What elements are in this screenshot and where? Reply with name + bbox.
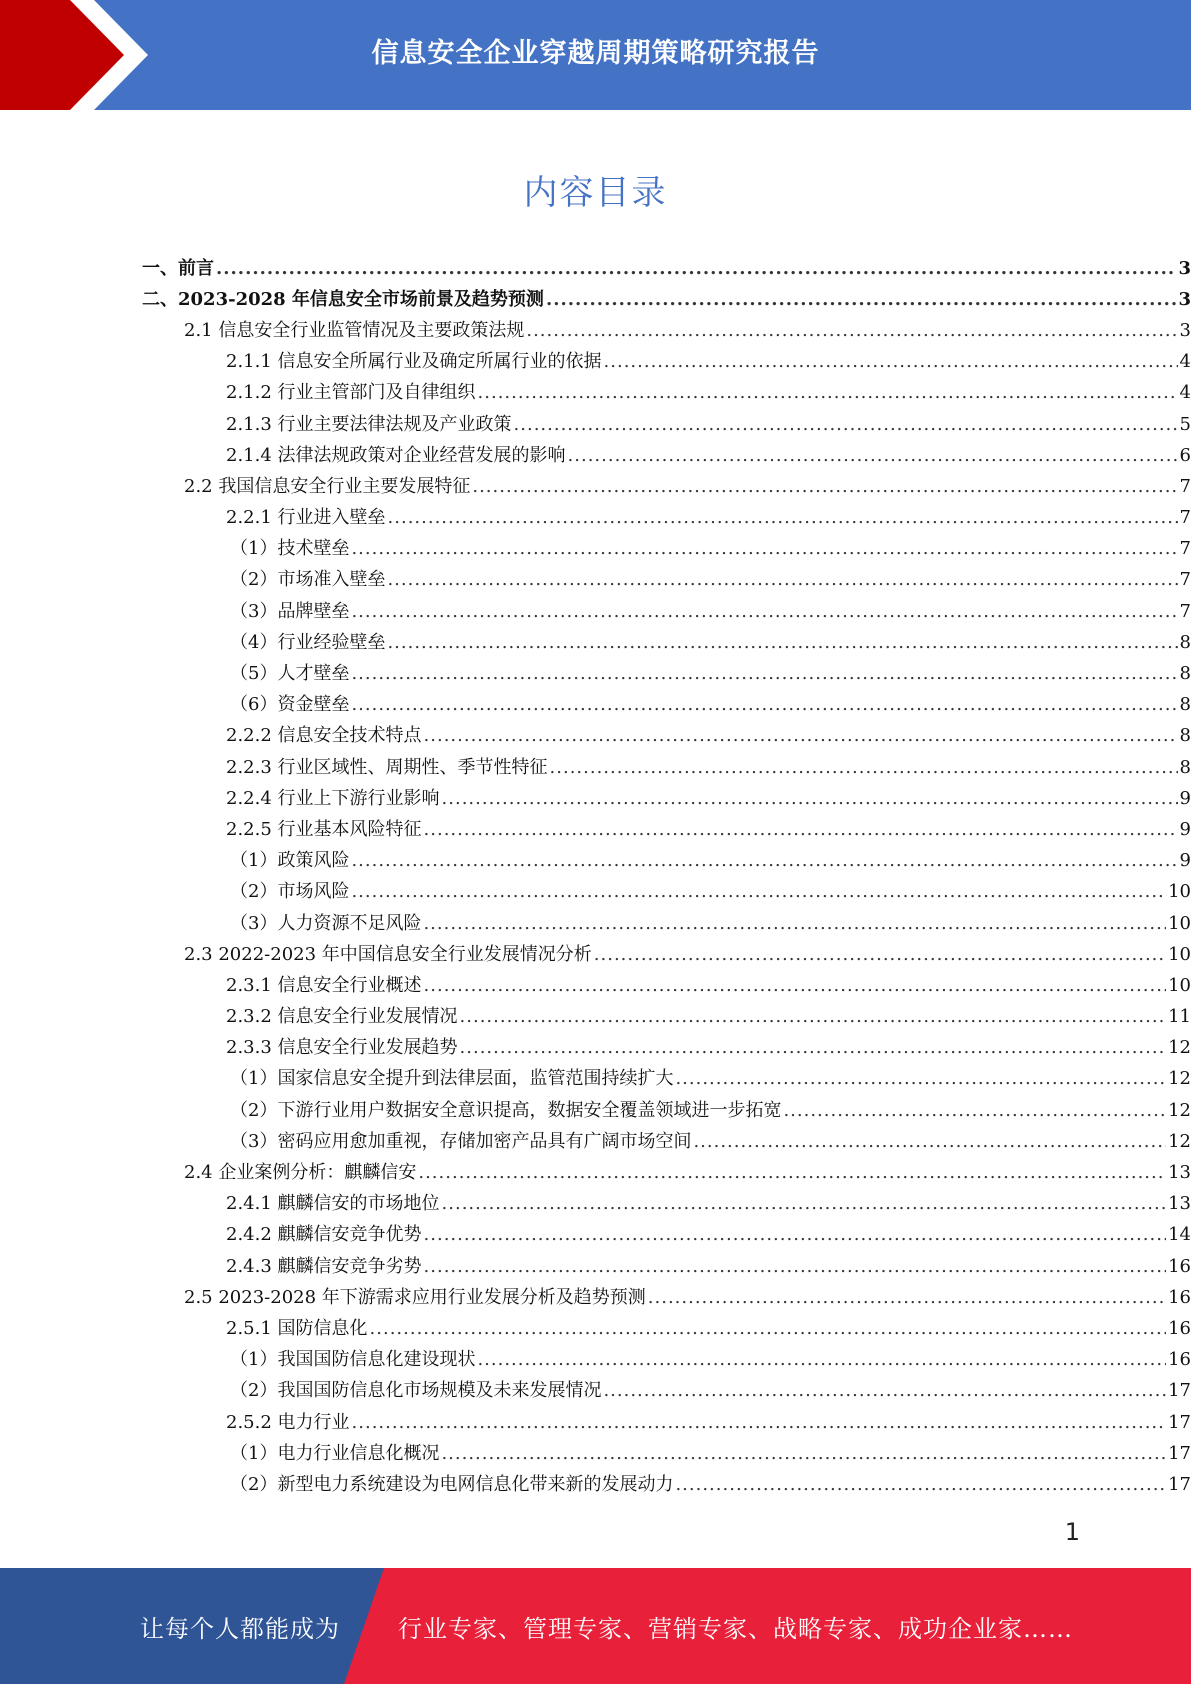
toc-leader-dots <box>442 1193 1167 1215</box>
toc-entry[interactable] <box>0 814 1191 845</box>
toc-entry[interactable] <box>0 1345 1191 1376</box>
toc-entry[interactable] <box>0 253 1191 284</box>
toc-leader-dots <box>514 414 1178 436</box>
toc-entry-page: 12 <box>1168 1068 1191 1090</box>
toc-leader-dots <box>351 538 1177 560</box>
toc-entry-title: 2.1 信息安全行业监管情况及主要政策法规 <box>184 319 525 341</box>
toc-leader-dots <box>388 507 1178 529</box>
toc-entry-page: 9 <box>1179 850 1191 872</box>
toc-leader-dots <box>424 819 1178 841</box>
toc-leader-dots <box>370 1318 1167 1340</box>
toc-entry-title: （2）市场准入壁垒 <box>230 569 386 591</box>
toc-entry[interactable] <box>0 1157 1191 1188</box>
toc-entry[interactable] <box>0 503 1191 534</box>
toc-leader-dots <box>526 320 1177 342</box>
toc-entry-title: 2.3.1 信息安全行业概述 <box>226 974 422 996</box>
toc-entry-title: 2.3 2022-2023 年中国信息安全行业发展情况分析 <box>184 943 592 965</box>
toc-entry-title: 2.2.2 信息安全技术特点 <box>226 725 422 747</box>
toc-entry[interactable] <box>0 721 1191 752</box>
toc-entry-title: （1）国家信息安全提升到法律层面，监管范围持续扩大 <box>230 1068 674 1090</box>
toc-entry-title: 2.4.2 麒麟信安竞争优势 <box>226 1224 422 1246</box>
toc-entry[interactable] <box>0 627 1191 658</box>
toc-entry-page: 9 <box>1179 818 1191 840</box>
toc-entry-page: 16 <box>1168 1255 1191 1277</box>
toc-entry[interactable] <box>0 846 1191 877</box>
toc-entry-title: （2）下游行业用户数据安全意识提高，数据安全覆盖领域进一步拓宽 <box>230 1099 782 1121</box>
toc-entry[interactable] <box>0 752 1191 783</box>
toc-entry[interactable] <box>0 440 1191 471</box>
toc-leader-dots <box>351 694 1177 716</box>
toc-leader-dots <box>351 850 1177 872</box>
toc-entry-page: 10 <box>1168 974 1191 996</box>
toc-entry[interactable] <box>0 690 1191 721</box>
toc-entry[interactable] <box>0 1251 1191 1282</box>
toc-entry-page: 4 <box>1179 351 1191 373</box>
toc-entry[interactable] <box>0 1376 1191 1407</box>
toc-leader-dots <box>648 1287 1166 1309</box>
toc-entry[interactable] <box>0 471 1191 502</box>
document-title: 信息安全企业穿越周期策略研究报告 <box>371 37 820 69</box>
toc-leader-dots <box>477 1349 1166 1371</box>
toc-entry-page: 12 <box>1168 1130 1191 1152</box>
toc-entry-title: 2.1.3 行业主要法律法规及产业政策 <box>226 413 512 435</box>
toc-entry-title: 2.4.1 麒麟信安的市场地位 <box>226 1193 440 1215</box>
toc-entry-page: 16 <box>1168 1349 1191 1371</box>
toc-entry-page: 17 <box>1168 1473 1191 1495</box>
toc-entry-page: 8 <box>1179 725 1191 747</box>
toc-entry[interactable] <box>0 1438 1191 1469</box>
toc-entry[interactable] <box>0 970 1191 1001</box>
page-number: 1 <box>1064 1518 1080 1546</box>
toc-leader-dots <box>423 913 1166 935</box>
toc-entry-title: （1）电力行业信息化概况 <box>230 1442 440 1464</box>
toc-entry-page: 12 <box>1168 1037 1191 1059</box>
toc-entry[interactable] <box>0 596 1191 627</box>
toc-entry-page: 7 <box>1179 600 1191 622</box>
header-band <box>0 0 1191 110</box>
toc-entry[interactable] <box>0 1220 1191 1251</box>
toc-leader-dots <box>783 1100 1166 1122</box>
toc-entry-page: 12 <box>1168 1099 1191 1121</box>
toc-entry[interactable] <box>0 284 1191 315</box>
toc-entry-title: 2.2.1 行业进入壁垒 <box>226 507 386 529</box>
toc-leader-dots <box>351 663 1177 685</box>
toc-entry-title: 2.4 企业案例分析：麒麟信安 <box>184 1162 417 1184</box>
toc-entry-title: （2）新型电力系统建设为电网信息化带来新的发展动力 <box>230 1473 674 1495</box>
toc-entry-page: 17 <box>1168 1442 1191 1464</box>
toc-entry-title: （3）品牌壁垒 <box>230 600 350 622</box>
toc-entry-title: （1）技术壁垒 <box>230 538 350 560</box>
toc-entry[interactable] <box>0 877 1191 908</box>
toc-leader-dots <box>387 569 1177 591</box>
toc-leader-dots <box>604 351 1178 373</box>
toc-leader-dots <box>594 944 1166 966</box>
toc-entry-page: 10 <box>1168 912 1191 934</box>
toc-entry[interactable] <box>0 908 1191 939</box>
toc-entry[interactable] <box>0 1313 1191 1344</box>
toc-heading: 内容目录 <box>523 173 668 213</box>
toc-entry[interactable] <box>0 939 1191 970</box>
toc-leader-dots <box>424 975 1167 997</box>
toc-entry-page: 16 <box>1168 1286 1191 1308</box>
toc-entry-page: 9 <box>1179 787 1191 809</box>
toc-leader-dots <box>568 445 1178 467</box>
toc-leader-dots <box>441 1443 1166 1465</box>
footer-band <box>0 1568 1191 1684</box>
toc-entry[interactable] <box>0 658 1191 689</box>
toc-entry-title: （1）我国国防信息化建设现状 <box>230 1349 476 1371</box>
toc-entry-title: 二、2023-2028 年信息安全市场前景及趋势预测 <box>142 288 544 310</box>
toc-leader-dots <box>675 1068 1166 1090</box>
footer-slogan-left: 让每个人都能成为 <box>140 1614 340 1643</box>
toc-leader-dots <box>424 1224 1167 1246</box>
footer-slogan-right: 行业专家、管理专家、营销专家、战略专家、成功企业家…… <box>398 1614 1073 1643</box>
toc-entry-title: 2.2.5 行业基本风险特征 <box>226 818 422 840</box>
toc-entry-page: 7 <box>1179 475 1191 497</box>
toc-entry[interactable] <box>0 1126 1191 1157</box>
toc-leader-dots <box>351 601 1177 623</box>
toc-entry[interactable] <box>0 378 1191 409</box>
toc-entry-title: （1）政策风险 <box>230 850 350 872</box>
toc-entry[interactable] <box>0 1095 1191 1126</box>
toc-leader-dots <box>472 476 1177 498</box>
toc-entry-title: （2）市场风险 <box>230 881 350 903</box>
toc-entry-page: 6 <box>1179 444 1191 466</box>
toc-entry[interactable] <box>0 1469 1191 1500</box>
toc-entry[interactable] <box>0 534 1191 565</box>
toc-entry-page: 7 <box>1179 569 1191 591</box>
toc-entry-title: 2.2.4 行业上下游行业影响 <box>226 787 440 809</box>
toc-entry-page: 14 <box>1168 1224 1191 1246</box>
toc-entry-title: 2.5.2 电力行业 <box>226 1411 350 1433</box>
toc-entry[interactable] <box>0 1002 1191 1033</box>
toc-leader-dots <box>550 757 1178 779</box>
toc-entry-title: （5）人才壁垒 <box>230 663 350 685</box>
toc-entry-title: 2.5 2023-2028 年下游需求应用行业发展分析及趋势预测 <box>184 1286 646 1308</box>
toc-entry-page: 4 <box>1179 382 1191 404</box>
toc-leader-dots <box>351 881 1166 903</box>
toc-entry-page: 17 <box>1168 1411 1191 1433</box>
toc-entry-title: 2.3.2 信息安全行业发展情况 <box>226 1006 458 1028</box>
toc-leader-dots <box>424 725 1178 747</box>
toc-entry-title: 2.2.3 行业区域性、周期性、季节性特征 <box>226 756 548 778</box>
toc-entry-title: 2.1.2 行业主管部门及自律组织 <box>226 382 476 404</box>
toc-leader-dots <box>460 1037 1167 1059</box>
toc-entry-page: 7 <box>1179 538 1191 560</box>
toc-entry[interactable] <box>0 347 1191 378</box>
toc-leader-dots <box>387 632 1177 654</box>
toc-entry-page: 17 <box>1168 1380 1191 1402</box>
toc-entry-page: 8 <box>1179 694 1191 716</box>
toc-entry[interactable] <box>0 565 1191 596</box>
toc-entry-page: 10 <box>1168 881 1191 903</box>
toc-leader-dots <box>460 1006 1167 1028</box>
toc-leader-dots <box>603 1380 1166 1402</box>
toc-entry-page: 11 <box>1168 1006 1191 1028</box>
toc-entry[interactable] <box>0 783 1191 814</box>
toc-entry-title: 2.4.3 麒麟信安竞争劣势 <box>226 1255 422 1277</box>
toc-entry-title: （3）密码应用愈加重视，存储加密产品具有广阔市场空间 <box>230 1130 692 1152</box>
table-of-contents <box>0 253 1191 1501</box>
toc-entry-page: 13 <box>1168 1162 1191 1184</box>
toc-entry-title: 一、前言 <box>142 257 214 279</box>
toc-entry-page: 16 <box>1168 1317 1191 1339</box>
toc-entry-page: 8 <box>1179 756 1191 778</box>
toc-entry-page: 5 <box>1179 413 1191 435</box>
toc-entry[interactable] <box>0 1282 1191 1313</box>
toc-leader-dots <box>418 1162 1166 1184</box>
toc-entry-title: 2.3.3 信息安全行业发展趋势 <box>226 1037 458 1059</box>
toc-entry-title: 2.1.1 信息安全所属行业及确定所属行业的依据 <box>226 351 602 373</box>
toc-entry-page: 8 <box>1179 663 1191 685</box>
toc-entry-title: （3）人力资源不足风险 <box>230 912 422 934</box>
toc-entry-page: 3 <box>1178 288 1191 310</box>
toc-leader-dots <box>478 382 1178 404</box>
toc-entry-title: 2.2 我国信息安全行业主要发展特征 <box>184 475 471 497</box>
toc-entry[interactable] <box>0 1033 1191 1064</box>
toc-entry-page: 7 <box>1179 507 1191 529</box>
toc-entry[interactable] <box>0 1407 1191 1438</box>
toc-leader-dots <box>675 1474 1166 1496</box>
toc-entry-page: 10 <box>1168 943 1191 965</box>
toc-entry[interactable] <box>0 1189 1191 1220</box>
toc-entry-title: （6）资金壁垒 <box>230 694 350 716</box>
toc-leader-dots <box>216 258 1176 280</box>
toc-leader-dots <box>352 1412 1167 1434</box>
toc-leader-dots <box>546 289 1177 311</box>
toc-entry-title: 2.1.4 法律法规政策对企业经营发展的影响 <box>226 444 566 466</box>
toc-entry-page: 3 <box>1179 319 1191 341</box>
toc-entry-title: （4）行业经验壁垒 <box>230 631 386 653</box>
toc-entry-title: （2）我国国防信息化市场规模及未来发展情况 <box>230 1380 602 1402</box>
toc-entry-page: 13 <box>1168 1193 1191 1215</box>
toc-leader-dots <box>424 1256 1167 1278</box>
toc-leader-dots <box>693 1131 1166 1153</box>
toc-entry-page: 8 <box>1179 631 1191 653</box>
toc-entry-title: 2.5.1 国防信息化 <box>226 1317 368 1339</box>
toc-entry[interactable] <box>0 409 1191 440</box>
toc-entry[interactable] <box>0 315 1191 346</box>
toc-entry[interactable] <box>0 1064 1191 1095</box>
toc-entry-page: 3 <box>1178 257 1191 279</box>
toc-leader-dots <box>442 788 1178 810</box>
